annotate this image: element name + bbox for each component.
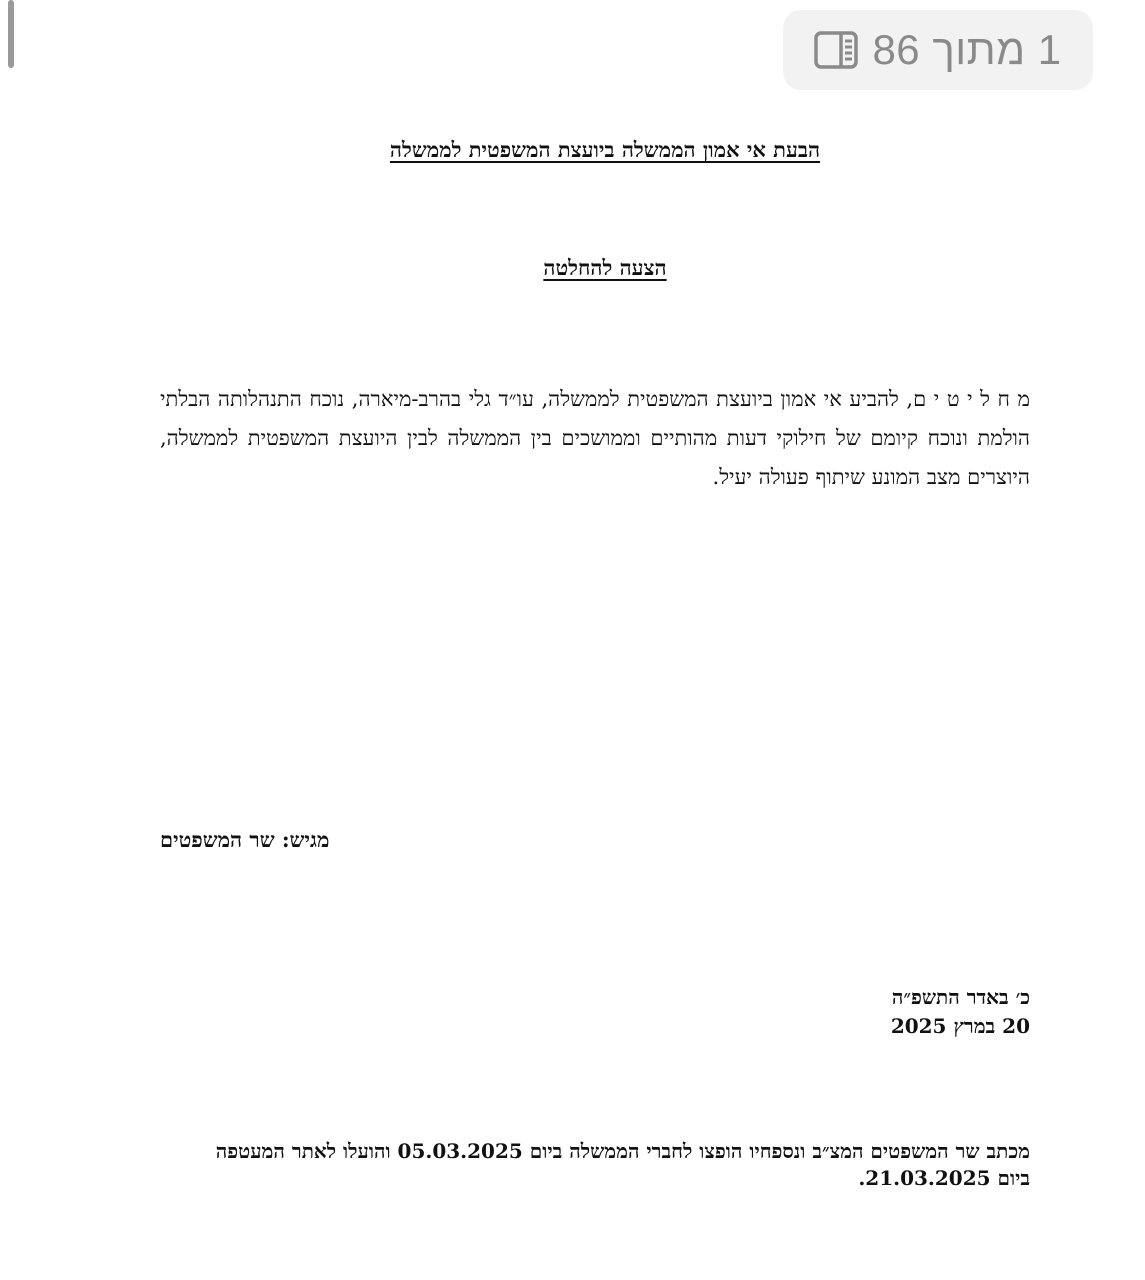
document-subtitle: הצעה להחלטה xyxy=(543,255,667,280)
hebrew-date: כ׳ באדר התשפ״ה xyxy=(891,985,1030,1009)
page-counter-text: 1 מתוך 86 xyxy=(872,26,1062,73)
document-page xyxy=(160,0,1030,1280)
resolution-body: מ ח ל י ט י ם, להביע אי אמון ביועצת המשפטית לממשלה, עו״ד גלי בהרב-מיארה, נוכח התנהלותה הבלתי הולמת ונוכח קיומם של חילוקי דעות מהותיים וממושכים בין הממשלה לבין היועצת המשפטית לממשלה, היוצרים מצב המונע שיתוף פעולה יעיל. xyxy=(160,387,1030,489)
presenter-line: מגיש: שר המשפטים xyxy=(160,827,330,852)
footer-note: מכתב שר המשפטים המצ״ב ונספחיו הופצו לחברי הממשלה ביום 05.03.2025 והועלו לאתר המעטפה ביום 21.03.2025. xyxy=(215,1139,1030,1190)
date-block xyxy=(891,983,1030,1041)
scrollbar[interactable] xyxy=(8,0,14,68)
document-title: הבעת אי אמון הממשלה ביועצת המשפטית לממשלה xyxy=(389,137,821,162)
gregorian-date: 20 במרץ 2025 xyxy=(890,1014,1030,1038)
